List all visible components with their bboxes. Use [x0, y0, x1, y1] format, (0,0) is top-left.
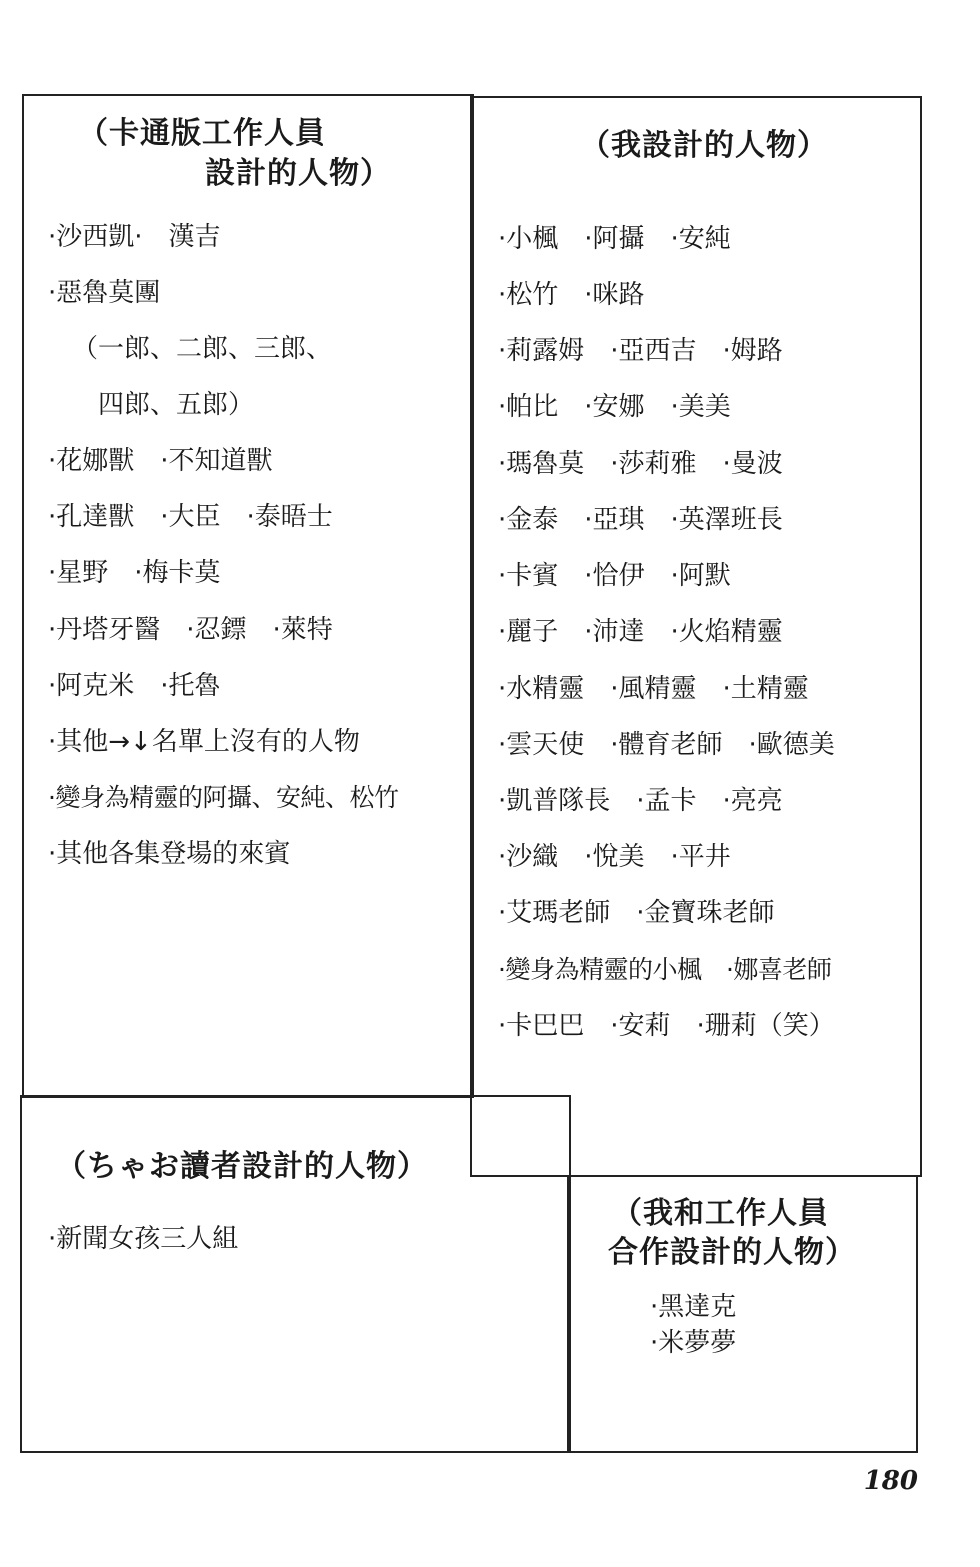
list-item: 四郎、五郎） [98, 390, 255, 420]
list-item: ·變身為精靈的阿攝、安純、松竹 [48, 783, 399, 812]
list-item: ·米夢夢 [650, 1328, 737, 1358]
list-item: ·變身為精靈的小楓 ·娜喜老師 [498, 955, 832, 984]
list-item: ·阿克米 ·托魯 [48, 671, 221, 701]
list-item: ·瑪魯莫 ·莎莉雅 ·曼波 [498, 449, 783, 479]
readers-heading: （ちゃお讀者設計的人物） [56, 1149, 428, 1184]
list-item: ·其他各集登場的來賓 [48, 839, 291, 869]
list-item: ·惡魯莫團 [48, 278, 161, 308]
list-item: ·沙織 ·悅美 ·平井 [498, 842, 731, 872]
my-designs-heading: （我設計的人物） [580, 128, 828, 163]
anime-staff-heading-line2: 設計的人物） [205, 156, 391, 191]
list-item: ·卡巴巴 ·安莉 ·珊莉（笑） [498, 1011, 835, 1041]
list-item: ·新聞女孩三人組 [48, 1224, 239, 1254]
list-item: ·小楓 ·阿攝 ·安純 [498, 224, 731, 254]
list-item: ·金泰 ·亞琪 ·英澤班長 [498, 505, 783, 535]
list-item: ·其他→↓名單上沒有的人物 [48, 727, 360, 757]
list-item: ·丹塔牙醫 ·忍鏢 ·萊特 [48, 615, 333, 645]
list-item: ·水精靈 ·風精靈 ·土精靈 [498, 674, 809, 704]
list-item: ·黑達克 [650, 1292, 737, 1322]
anime-staff-heading-line1: （卡通版工作人員 [78, 116, 326, 151]
list-item: ·艾瑪老師 ·金寶珠老師 [498, 898, 775, 928]
list-item: ·沙西凱· 漢吉 [48, 222, 221, 252]
collab-heading-line1: （我和工作人員 [612, 1196, 829, 1231]
list-item: ·卡賓 ·恰伊 ·阿默 [498, 561, 731, 591]
list-item: ·孔達獸 ·大臣 ·泰晤士 [48, 502, 333, 532]
page-number: 180 [863, 1466, 918, 1496]
list-item: ·花娜獸 ·不知道獸 [48, 446, 273, 476]
list-item: ·麗子 ·沛達 ·火焰精靈 [498, 617, 783, 647]
list-item: ·帕比 ·安娜 ·美美 [498, 392, 731, 422]
list-item: ·星野 ·梅卡莫 [48, 558, 221, 588]
list-item: ·松竹 ·咪路 [498, 280, 645, 310]
list-item: ·凱普隊長 ·孟卡 ·亮亮 [498, 786, 783, 816]
list-item: （一郎、二郎、三郎、 [72, 334, 333, 364]
collab-heading-line2: 合作設計的人物） [608, 1235, 856, 1270]
list-item: ·莉露姆 ·亞西吉 ·姆路 [498, 336, 783, 366]
list-item: ·雲天使 ·體育老師 ·歐德美 [498, 730, 835, 760]
